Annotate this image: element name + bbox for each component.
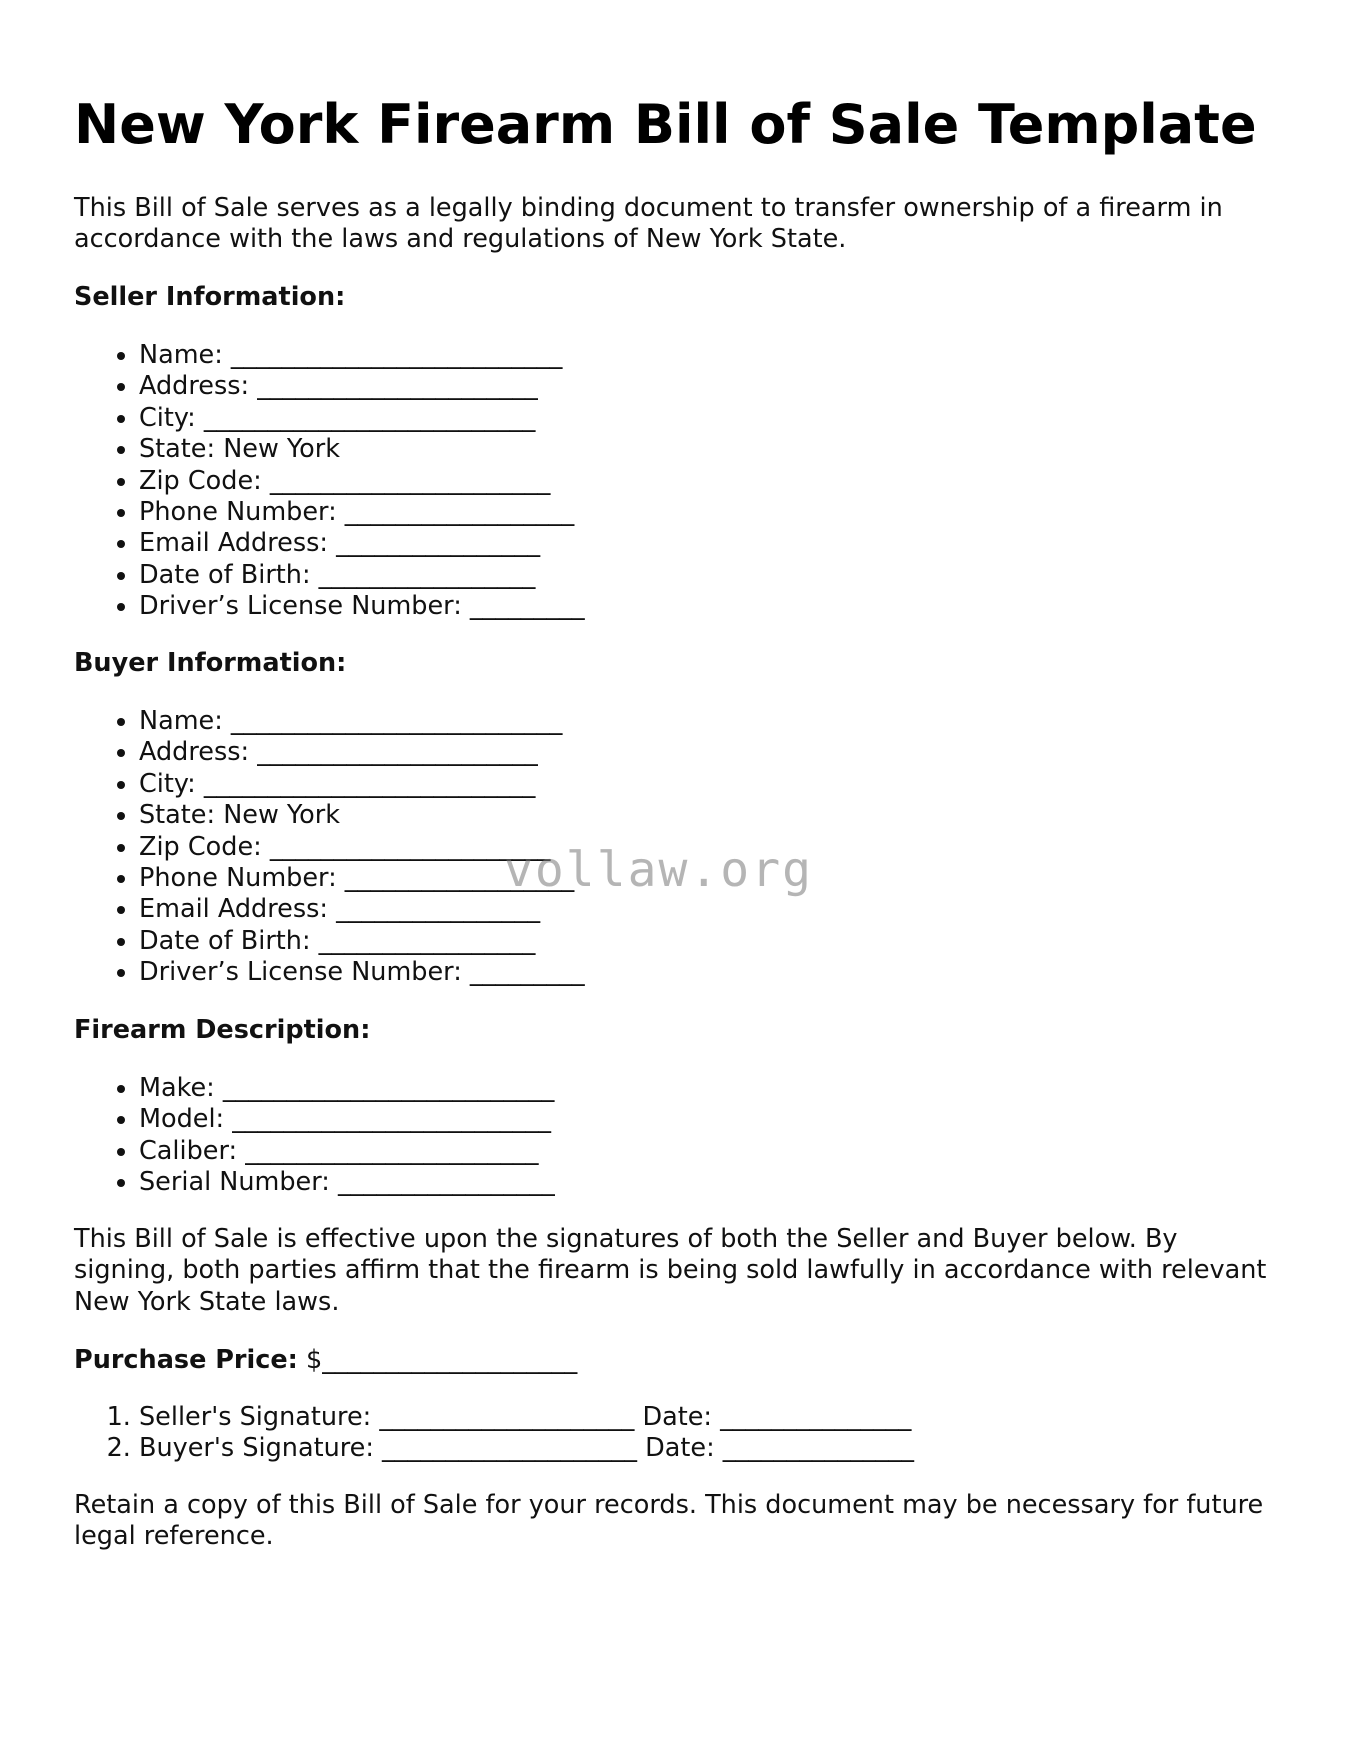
- firearm-model-field: • Model: _________________________: [139, 1104, 1347, 1135]
- firearm-serial-field: • Serial Number: _________________: [139, 1167, 1347, 1198]
- retain-paragraph: Retain a copy of this Bill of Sale for your records. This document may be necessary for future legal reference.: [74, 1490, 1264, 1552]
- purchase-price-value: $____________________: [297, 1345, 578, 1375]
- effective-paragraph: This Bill of Sale is effective upon the signatures of both the Seller and Buyer below. By signing, both parties affirm that the firearm is being sold lawfully in accordance with relevant New York State laws.: [74, 1224, 1267, 1317]
- purchase-price-line: [74, 1345, 1284, 1376]
- purchase-price-label: Purchase Price:: [74, 1345, 298, 1375]
- seller-zip-field: • Zip Code: ______________________: [139, 466, 1347, 497]
- seller-heading: Seller Information:: [74, 282, 346, 312]
- buyer-dob-field: • Date of Birth: _________________: [139, 926, 1347, 957]
- buyer-state-field: • State: New York: [139, 800, 1347, 831]
- signature-list: [74, 1402, 1347, 1465]
- page-title: New York Firearm Bill of Sale Template: [74, 93, 1257, 156]
- watermark-text: vollaw.org: [504, 842, 813, 898]
- seller-signature-line: 1. Seller's Signature: ____________________ Date: _______________: [139, 1402, 1347, 1433]
- buyer-zip-field: • Zip Code: ______________________: [139, 832, 1347, 863]
- seller-name-field: • Name: __________________________: [139, 340, 1347, 371]
- firearm-list: [74, 1073, 1347, 1199]
- seller-dob-field: • Date of Birth: _________________: [139, 560, 1347, 591]
- seller-email-field: • Email Address: ________________: [139, 528, 1347, 559]
- seller-phone-field: • Phone Number: __________________: [139, 497, 1347, 528]
- seller-address-field: • Address: ______________________: [139, 371, 1347, 402]
- buyer-email-field: • Email Address: ________________: [139, 894, 1347, 925]
- buyer-name-field: • Name: __________________________: [139, 706, 1347, 737]
- seller-list: [74, 340, 1347, 623]
- buyer-license-field: • Driver’s License Number: _________: [139, 957, 1347, 988]
- buyer-phone-field: • Phone Number: __________________: [139, 863, 1347, 894]
- firearm-make-field: • Make: __________________________: [139, 1073, 1347, 1104]
- seller-license-field: • Driver’s License Number: _________: [139, 591, 1347, 622]
- seller-state-field: • State: New York: [139, 434, 1347, 465]
- firearm-heading: Firearm Description:: [74, 1015, 371, 1045]
- buyer-address-field: • Address: ______________________: [139, 737, 1347, 768]
- seller-city-field: • City: __________________________: [139, 403, 1347, 434]
- buyer-heading: Buyer Information:: [74, 648, 347, 678]
- intro-paragraph: This Bill of Sale serves as a legally binding document to transfer ownership of a firearm in accordance with the laws and regulations of New York State.: [74, 193, 1223, 255]
- buyer-city-field: • City: __________________________: [139, 769, 1347, 800]
- firearm-caliber-field: • Caliber: _______________________: [139, 1136, 1347, 1167]
- buyer-signature-line: 2. Buyer's Signature: ____________________ Date: _______________: [139, 1433, 1347, 1464]
